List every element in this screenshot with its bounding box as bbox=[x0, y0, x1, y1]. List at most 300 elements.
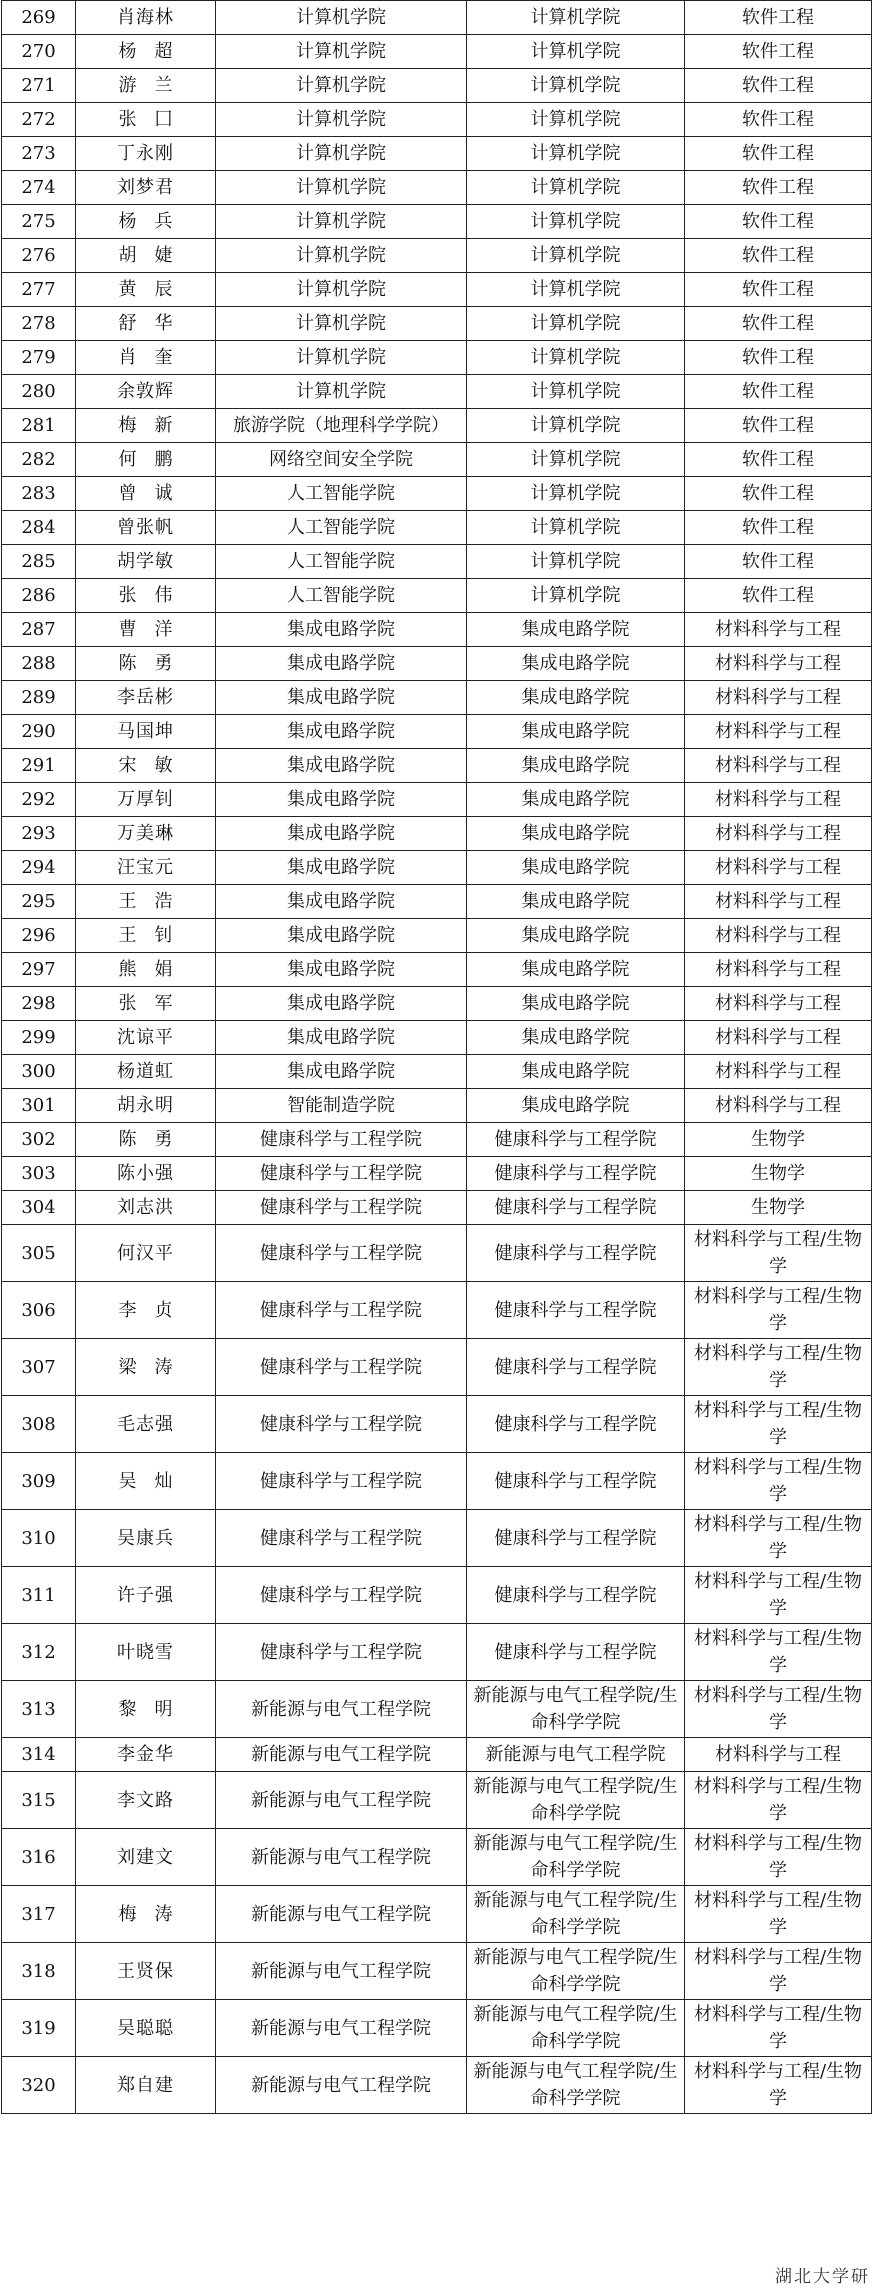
cell-name: 曾张帆 bbox=[76, 511, 216, 545]
cell-number: 313 bbox=[2, 1681, 76, 1738]
cell-original-college: 计算机学院 bbox=[216, 341, 467, 375]
cell-major: 材料科学与工程/生物学 bbox=[685, 1396, 872, 1453]
cell-major: 软件工程 bbox=[685, 307, 872, 341]
cell-major: 材料科学与工程/生物学 bbox=[685, 1510, 872, 1567]
cell-name: 张军 bbox=[76, 987, 216, 1021]
table-row bbox=[2, 1681, 872, 1738]
cell-major: 材料科学与工程/生物学 bbox=[685, 1567, 872, 1624]
table-row bbox=[2, 1021, 872, 1055]
cell-number: 305 bbox=[2, 1225, 76, 1282]
cell-target-college: 集成电路学院 bbox=[467, 1089, 685, 1123]
cell-major: 软件工程 bbox=[685, 511, 872, 545]
cell-original-college: 健康科学与工程学院 bbox=[216, 1510, 467, 1567]
cell-name: 吴灿 bbox=[76, 1453, 216, 1510]
cell-number: 278 bbox=[2, 307, 76, 341]
cell-major: 材料科学与工程/生物学 bbox=[685, 1282, 872, 1339]
cell-original-college: 旅游学院（地理科学学院） bbox=[216, 409, 467, 443]
cell-major: 材料科学与工程/生物学 bbox=[685, 1943, 872, 2000]
table-row bbox=[2, 205, 872, 239]
cell-original-college: 人工智能学院 bbox=[216, 511, 467, 545]
cell-major: 材料科学与工程/生物学 bbox=[685, 1829, 872, 1886]
cell-name: 张伟 bbox=[76, 579, 216, 613]
cell-original-college: 计算机学院 bbox=[216, 103, 467, 137]
cell-original-college: 集成电路学院 bbox=[216, 681, 467, 715]
cell-target-college: 计算机学院 bbox=[467, 137, 685, 171]
cell-major: 材料科学与工程/生物学 bbox=[685, 1681, 872, 1738]
table-row bbox=[2, 1339, 872, 1396]
cell-name: 刘梦君 bbox=[76, 171, 216, 205]
table-row bbox=[2, 1943, 872, 2000]
cell-original-college: 集成电路学院 bbox=[216, 953, 467, 987]
cell-original-college: 计算机学院 bbox=[216, 69, 467, 103]
cell-original-college: 集成电路学院 bbox=[216, 817, 467, 851]
cell-target-college: 新能源与电气工程学院/生命科学学院 bbox=[467, 2000, 685, 2057]
cell-major: 软件工程 bbox=[685, 545, 872, 579]
cell-major: 软件工程 bbox=[685, 1, 872, 35]
cell-number: 294 bbox=[2, 851, 76, 885]
cell-name: 陈勇 bbox=[76, 647, 216, 681]
table-row bbox=[2, 749, 872, 783]
cell-number: 319 bbox=[2, 2000, 76, 2057]
table-row bbox=[2, 987, 872, 1021]
cell-original-college: 新能源与电气工程学院 bbox=[216, 1681, 467, 1738]
table-row bbox=[2, 103, 872, 137]
cell-target-college: 计算机学院 bbox=[467, 1, 685, 35]
cell-number: 282 bbox=[2, 443, 76, 477]
cell-major: 材料科学与工程 bbox=[685, 851, 872, 885]
table-row bbox=[2, 1624, 872, 1681]
table-row bbox=[2, 443, 872, 477]
cell-name: 万厚钊 bbox=[76, 783, 216, 817]
cell-number: 308 bbox=[2, 1396, 76, 1453]
cell-target-college: 新能源与电气工程学院/生命科学学院 bbox=[467, 2057, 685, 2114]
cell-original-college: 新能源与电气工程学院 bbox=[216, 1829, 467, 1886]
cell-name: 汪宝元 bbox=[76, 851, 216, 885]
table-row bbox=[2, 273, 872, 307]
cell-major: 材料科学与工程/生物学 bbox=[685, 1225, 872, 1282]
cell-number: 307 bbox=[2, 1339, 76, 1396]
cell-number: 318 bbox=[2, 1943, 76, 2000]
cell-number: 284 bbox=[2, 511, 76, 545]
table-row bbox=[2, 35, 872, 69]
cell-number: 310 bbox=[2, 1510, 76, 1567]
cell-original-college: 计算机学院 bbox=[216, 171, 467, 205]
cell-number: 304 bbox=[2, 1191, 76, 1225]
cell-major: 材料科学与工程 bbox=[685, 953, 872, 987]
cell-major: 材料科学与工程/生物学 bbox=[685, 1339, 872, 1396]
cell-number: 320 bbox=[2, 2057, 76, 2114]
cell-name: 胡永明 bbox=[76, 1089, 216, 1123]
cell-original-college: 人工智能学院 bbox=[216, 477, 467, 511]
cell-target-college: 健康科学与工程学院 bbox=[467, 1123, 685, 1157]
cell-target-college: 计算机学院 bbox=[467, 307, 685, 341]
cell-original-college: 集成电路学院 bbox=[216, 715, 467, 749]
cell-target-college: 计算机学院 bbox=[467, 35, 685, 69]
cell-original-college: 人工智能学院 bbox=[216, 545, 467, 579]
cell-major: 材料科学与工程/生物学 bbox=[685, 1624, 872, 1681]
cell-target-college: 新能源与电气工程学院/生命科学学院 bbox=[467, 1943, 685, 2000]
cell-original-college: 健康科学与工程学院 bbox=[216, 1624, 467, 1681]
cell-number: 287 bbox=[2, 613, 76, 647]
cell-original-college: 健康科学与工程学院 bbox=[216, 1282, 467, 1339]
cell-name: 王浩 bbox=[76, 885, 216, 919]
cell-original-college: 集成电路学院 bbox=[216, 987, 467, 1021]
table-row bbox=[2, 511, 872, 545]
table-row bbox=[2, 953, 872, 987]
cell-target-college: 计算机学院 bbox=[467, 239, 685, 273]
cell-name: 沈谅平 bbox=[76, 1021, 216, 1055]
cell-target-college: 集成电路学院 bbox=[467, 851, 685, 885]
cell-major: 生物学 bbox=[685, 1123, 872, 1157]
cell-target-college: 健康科学与工程学院 bbox=[467, 1624, 685, 1681]
table-row bbox=[2, 1829, 872, 1886]
cell-number: 297 bbox=[2, 953, 76, 987]
cell-target-college: 计算机学院 bbox=[467, 545, 685, 579]
cell-target-college: 计算机学院 bbox=[467, 205, 685, 239]
table-row bbox=[2, 817, 872, 851]
cell-name: 李金华 bbox=[76, 1738, 216, 1772]
cell-number: 292 bbox=[2, 783, 76, 817]
cell-original-college: 集成电路学院 bbox=[216, 647, 467, 681]
cell-number: 272 bbox=[2, 103, 76, 137]
cell-target-college: 计算机学院 bbox=[467, 341, 685, 375]
cell-original-college: 健康科学与工程学院 bbox=[216, 1567, 467, 1624]
cell-name: 杨兵 bbox=[76, 205, 216, 239]
cell-name: 游兰 bbox=[76, 69, 216, 103]
cell-target-college: 计算机学院 bbox=[467, 69, 685, 103]
table-row bbox=[2, 69, 872, 103]
cell-number: 300 bbox=[2, 1055, 76, 1089]
roster-table bbox=[1, 0, 872, 2114]
cell-name: 丁永刚 bbox=[76, 137, 216, 171]
table-row bbox=[2, 647, 872, 681]
cell-target-college: 集成电路学院 bbox=[467, 783, 685, 817]
cell-target-college: 计算机学院 bbox=[467, 511, 685, 545]
cell-number: 303 bbox=[2, 1157, 76, 1191]
cell-major: 材料科学与工程 bbox=[685, 749, 872, 783]
cell-target-college: 集成电路学院 bbox=[467, 681, 685, 715]
table-row bbox=[2, 1225, 872, 1282]
cell-original-college: 健康科学与工程学院 bbox=[216, 1453, 467, 1510]
cell-name: 宋敏 bbox=[76, 749, 216, 783]
cell-target-college: 计算机学院 bbox=[467, 579, 685, 613]
cell-original-college: 集成电路学院 bbox=[216, 783, 467, 817]
cell-major: 生物学 bbox=[685, 1191, 872, 1225]
cell-original-college: 新能源与电气工程学院 bbox=[216, 2000, 467, 2057]
cell-major: 材料科学与工程 bbox=[685, 613, 872, 647]
cell-number: 298 bbox=[2, 987, 76, 1021]
cell-number: 317 bbox=[2, 1886, 76, 1943]
cell-original-college: 计算机学院 bbox=[216, 205, 467, 239]
cell-original-college: 计算机学院 bbox=[216, 1, 467, 35]
cell-original-college: 集成电路学院 bbox=[216, 885, 467, 919]
cell-name: 刘志洪 bbox=[76, 1191, 216, 1225]
cell-original-college: 计算机学院 bbox=[216, 307, 467, 341]
cell-major: 软件工程 bbox=[685, 103, 872, 137]
cell-major: 软件工程 bbox=[685, 477, 872, 511]
table-row bbox=[2, 1, 872, 35]
cell-original-college: 计算机学院 bbox=[216, 239, 467, 273]
cell-target-college: 集成电路学院 bbox=[467, 817, 685, 851]
cell-target-college: 计算机学院 bbox=[467, 375, 685, 409]
cell-number: 302 bbox=[2, 1123, 76, 1157]
cell-target-college: 计算机学院 bbox=[467, 409, 685, 443]
table-row bbox=[2, 579, 872, 613]
table-row bbox=[2, 1453, 872, 1510]
table-row bbox=[2, 1191, 872, 1225]
cell-number: 312 bbox=[2, 1624, 76, 1681]
cell-target-college: 健康科学与工程学院 bbox=[467, 1453, 685, 1510]
cell-number: 309 bbox=[2, 1453, 76, 1510]
cell-name: 何鹏 bbox=[76, 443, 216, 477]
cell-major: 材料科学与工程 bbox=[685, 681, 872, 715]
cell-number: 293 bbox=[2, 817, 76, 851]
cell-number: 280 bbox=[2, 375, 76, 409]
cell-major: 材料科学与工程/生物学 bbox=[685, 1453, 872, 1510]
table-row bbox=[2, 307, 872, 341]
cell-original-college: 集成电路学院 bbox=[216, 613, 467, 647]
cell-major: 软件工程 bbox=[685, 35, 872, 69]
cell-original-college: 集成电路学院 bbox=[216, 749, 467, 783]
table-row bbox=[2, 1567, 872, 1624]
cell-major: 软件工程 bbox=[685, 375, 872, 409]
cell-name: 李岳彬 bbox=[76, 681, 216, 715]
cell-original-college: 智能制造学院 bbox=[216, 1089, 467, 1123]
cell-number: 288 bbox=[2, 647, 76, 681]
table-row bbox=[2, 715, 872, 749]
cell-major: 材料科学与工程 bbox=[685, 987, 872, 1021]
table-row bbox=[2, 1772, 872, 1829]
cell-name: 许子强 bbox=[76, 1567, 216, 1624]
table-row bbox=[2, 171, 872, 205]
cell-original-college: 计算机学院 bbox=[216, 35, 467, 69]
cell-number: 274 bbox=[2, 171, 76, 205]
cell-original-college: 集成电路学院 bbox=[216, 851, 467, 885]
cell-number: 306 bbox=[2, 1282, 76, 1339]
cell-target-college: 集成电路学院 bbox=[467, 1055, 685, 1089]
cell-target-college: 健康科学与工程学院 bbox=[467, 1191, 685, 1225]
cell-number: 314 bbox=[2, 1738, 76, 1772]
table-row bbox=[2, 1886, 872, 1943]
table-row bbox=[2, 477, 872, 511]
table-row bbox=[2, 341, 872, 375]
cell-original-college: 集成电路学院 bbox=[216, 1021, 467, 1055]
cell-number: 295 bbox=[2, 885, 76, 919]
cell-name: 马国坤 bbox=[76, 715, 216, 749]
cell-major: 软件工程 bbox=[685, 205, 872, 239]
cell-original-college: 人工智能学院 bbox=[216, 579, 467, 613]
table-row bbox=[2, 919, 872, 953]
cell-number: 289 bbox=[2, 681, 76, 715]
cell-major: 软件工程 bbox=[685, 69, 872, 103]
cell-major: 材料科学与工程/生物学 bbox=[685, 2000, 872, 2057]
cell-target-college: 计算机学院 bbox=[467, 477, 685, 511]
cell-target-college: 健康科学与工程学院 bbox=[467, 1282, 685, 1339]
cell-name: 黎明 bbox=[76, 1681, 216, 1738]
cell-target-college: 健康科学与工程学院 bbox=[467, 1339, 685, 1396]
cell-name: 余敦辉 bbox=[76, 375, 216, 409]
cell-original-college: 新能源与电气工程学院 bbox=[216, 1886, 467, 1943]
cell-name: 梁涛 bbox=[76, 1339, 216, 1396]
cell-target-college: 新能源与电气工程学院/生命科学学院 bbox=[467, 1886, 685, 1943]
table-row bbox=[2, 783, 872, 817]
cell-number: 290 bbox=[2, 715, 76, 749]
cell-name: 何汉平 bbox=[76, 1225, 216, 1282]
cell-major: 软件工程 bbox=[685, 273, 872, 307]
cell-name: 刘建文 bbox=[76, 1829, 216, 1886]
cell-target-college: 健康科学与工程学院 bbox=[467, 1567, 685, 1624]
cell-original-college: 计算机学院 bbox=[216, 375, 467, 409]
cell-target-college: 健康科学与工程学院 bbox=[467, 1157, 685, 1191]
cell-major: 材料科学与工程 bbox=[685, 817, 872, 851]
cell-name: 杨超 bbox=[76, 35, 216, 69]
cell-name: 梅涛 bbox=[76, 1886, 216, 1943]
cell-name: 吴康兵 bbox=[76, 1510, 216, 1567]
cell-target-college: 集成电路学院 bbox=[467, 885, 685, 919]
cell-number: 291 bbox=[2, 749, 76, 783]
table-row bbox=[2, 613, 872, 647]
cell-original-college: 集成电路学院 bbox=[216, 919, 467, 953]
cell-number: 301 bbox=[2, 1089, 76, 1123]
cell-major: 材料科学与工程/生物学 bbox=[685, 2057, 872, 2114]
cell-major: 材料科学与工程 bbox=[685, 1738, 872, 1772]
cell-name: 胡婕 bbox=[76, 239, 216, 273]
table-row bbox=[2, 545, 872, 579]
cell-number: 311 bbox=[2, 1567, 76, 1624]
cell-original-college: 新能源与电气工程学院 bbox=[216, 2057, 467, 2114]
cell-major: 软件工程 bbox=[685, 171, 872, 205]
cell-name: 梅新 bbox=[76, 409, 216, 443]
cell-original-college: 新能源与电气工程学院 bbox=[216, 1772, 467, 1829]
cell-name: 张囗 bbox=[76, 103, 216, 137]
cell-original-college: 计算机学院 bbox=[216, 137, 467, 171]
cell-name: 胡学敏 bbox=[76, 545, 216, 579]
cell-target-college: 集成电路学院 bbox=[467, 1021, 685, 1055]
cell-target-college: 集成电路学院 bbox=[467, 749, 685, 783]
cell-number: 316 bbox=[2, 1829, 76, 1886]
cell-original-college: 健康科学与工程学院 bbox=[216, 1339, 467, 1396]
cell-number: 270 bbox=[2, 35, 76, 69]
cell-major: 材料科学与工程/生物学 bbox=[685, 1886, 872, 1943]
cell-number: 275 bbox=[2, 205, 76, 239]
cell-original-college: 健康科学与工程学院 bbox=[216, 1396, 467, 1453]
cell-target-college: 集成电路学院 bbox=[467, 919, 685, 953]
cell-number: 299 bbox=[2, 1021, 76, 1055]
cell-major: 材料科学与工程 bbox=[685, 783, 872, 817]
footer-watermark: 湖北大学研 bbox=[775, 2267, 870, 2287]
cell-target-college: 集成电路学院 bbox=[467, 953, 685, 987]
cell-number: 283 bbox=[2, 477, 76, 511]
cell-original-college: 健康科学与工程学院 bbox=[216, 1157, 467, 1191]
cell-major: 材料科学与工程 bbox=[685, 647, 872, 681]
table-row bbox=[2, 1123, 872, 1157]
table-row bbox=[2, 409, 872, 443]
cell-major: 材料科学与工程 bbox=[685, 715, 872, 749]
cell-original-college: 计算机学院 bbox=[216, 273, 467, 307]
cell-target-college: 计算机学院 bbox=[467, 171, 685, 205]
cell-original-college: 新能源与电气工程学院 bbox=[216, 1943, 467, 2000]
cell-name: 毛志强 bbox=[76, 1396, 216, 1453]
table-row bbox=[2, 2057, 872, 2114]
roster-body bbox=[2, 1, 872, 2114]
cell-name: 曾诚 bbox=[76, 477, 216, 511]
cell-name: 王钊 bbox=[76, 919, 216, 953]
cell-major: 生物学 bbox=[685, 1157, 872, 1191]
cell-major: 软件工程 bbox=[685, 137, 872, 171]
cell-name: 万美琳 bbox=[76, 817, 216, 851]
cell-original-college: 新能源与电气工程学院 bbox=[216, 1738, 467, 1772]
cell-number: 281 bbox=[2, 409, 76, 443]
cell-target-college: 健康科学与工程学院 bbox=[467, 1225, 685, 1282]
cell-name: 黄辰 bbox=[76, 273, 216, 307]
table-row bbox=[2, 375, 872, 409]
cell-number: 285 bbox=[2, 545, 76, 579]
table-row bbox=[2, 137, 872, 171]
table-row bbox=[2, 681, 872, 715]
cell-original-college: 集成电路学院 bbox=[216, 1055, 467, 1089]
cell-name: 王贤保 bbox=[76, 1943, 216, 2000]
cell-name: 陈勇 bbox=[76, 1123, 216, 1157]
cell-original-college: 健康科学与工程学院 bbox=[216, 1191, 467, 1225]
cell-target-college: 新能源与电气工程学院 bbox=[467, 1738, 685, 1772]
table-row bbox=[2, 885, 872, 919]
cell-major: 材料科学与工程 bbox=[685, 1021, 872, 1055]
cell-major: 软件工程 bbox=[685, 239, 872, 273]
cell-target-college: 集成电路学院 bbox=[467, 647, 685, 681]
table-row bbox=[2, 239, 872, 273]
cell-target-college: 新能源与电气工程学院/生命科学学院 bbox=[467, 1829, 685, 1886]
table-row bbox=[2, 851, 872, 885]
cell-target-college: 计算机学院 bbox=[467, 443, 685, 477]
cell-original-college: 网络空间安全学院 bbox=[216, 443, 467, 477]
cell-name: 李贞 bbox=[76, 1282, 216, 1339]
table-row bbox=[2, 1089, 872, 1123]
cell-name: 曹洋 bbox=[76, 613, 216, 647]
cell-number: 315 bbox=[2, 1772, 76, 1829]
table-row bbox=[2, 1055, 872, 1089]
cell-major: 材料科学与工程 bbox=[685, 919, 872, 953]
cell-major: 软件工程 bbox=[685, 443, 872, 477]
cell-target-college: 健康科学与工程学院 bbox=[467, 1396, 685, 1453]
table-row bbox=[2, 1396, 872, 1453]
table-row bbox=[2, 1738, 872, 1772]
cell-name: 陈小强 bbox=[76, 1157, 216, 1191]
cell-number: 286 bbox=[2, 579, 76, 613]
cell-target-college: 计算机学院 bbox=[467, 103, 685, 137]
cell-name: 舒华 bbox=[76, 307, 216, 341]
table-row bbox=[2, 1282, 872, 1339]
cell-original-college: 健康科学与工程学院 bbox=[216, 1123, 467, 1157]
cell-target-college: 健康科学与工程学院 bbox=[467, 1510, 685, 1567]
cell-target-college: 集成电路学院 bbox=[467, 715, 685, 749]
cell-number: 276 bbox=[2, 239, 76, 273]
cell-name: 杨道虹 bbox=[76, 1055, 216, 1089]
table-row bbox=[2, 1157, 872, 1191]
cell-major: 软件工程 bbox=[685, 579, 872, 613]
cell-name: 郑自建 bbox=[76, 2057, 216, 2114]
table-row bbox=[2, 1510, 872, 1567]
cell-target-college: 计算机学院 bbox=[467, 273, 685, 307]
cell-target-college: 新能源与电气工程学院/生命科学学院 bbox=[467, 1772, 685, 1829]
cell-major: 材料科学与工程 bbox=[685, 1089, 872, 1123]
cell-name: 李文路 bbox=[76, 1772, 216, 1829]
cell-name: 肖奎 bbox=[76, 341, 216, 375]
cell-major: 材料科学与工程/生物学 bbox=[685, 1772, 872, 1829]
cell-target-college: 新能源与电气工程学院/生命科学学院 bbox=[467, 1681, 685, 1738]
cell-major: 材料科学与工程 bbox=[685, 1055, 872, 1089]
table-row bbox=[2, 2000, 872, 2057]
cell-number: 269 bbox=[2, 1, 76, 35]
